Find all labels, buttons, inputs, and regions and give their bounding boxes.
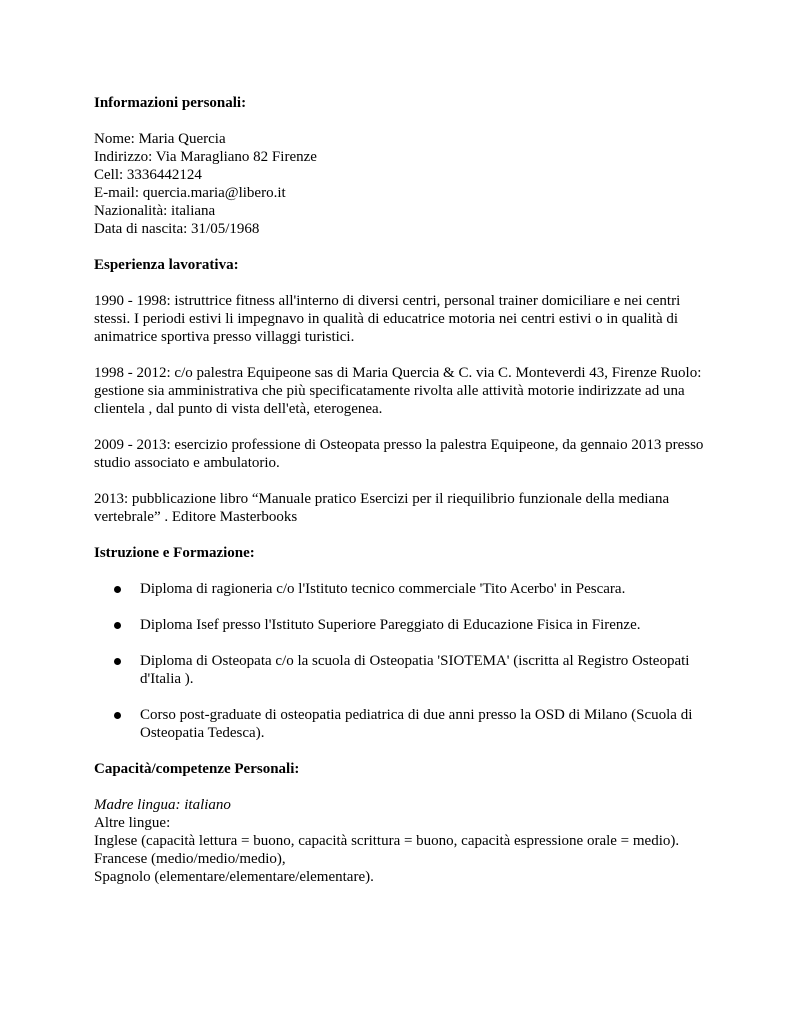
document-content — [94, 94, 704, 886]
skills-section — [94, 760, 704, 886]
education-list — [94, 580, 704, 742]
personal-address: Indirizzo: Via Maragliano 82 Firenze — [94, 149, 317, 165]
experience-entry: 2009 - 2013: esercizio professione di Osteopata presso la palestra Equipeone, da gennaio 2013 presso studio associato e ambulatorio. — [94, 437, 704, 471]
experience-entry: 1990 - 1998: istruttrice fitness all'interno di diversi centri, personal trainer domiciliare e nei centri stessi. I periodi estivi li impegnavo in qualità di educatrice motoria nei centri estivi o in qualità di animatrice sportiva presso villaggi turistici. — [94, 293, 681, 345]
experience-entry: 2013: pubblicazione libro “Manuale pratico Esercizi per il riequilibrio funzionale della mediana vertebrale” . Editore Masterbooks — [94, 491, 670, 525]
education-item — [94, 706, 704, 742]
other-languages-label: Altre lingue: — [94, 815, 171, 831]
experience-section — [94, 256, 704, 526]
education-item — [94, 652, 704, 688]
education-item-text: Diploma Isef presso l'Istituto Superiore Pareggiato di Educazione Fisica in Firenze. — [140, 617, 641, 633]
personal-birthdate: Data di nascita: 31/05/1968 — [94, 221, 260, 237]
education-section — [94, 544, 704, 742]
bullet-icon — [114, 712, 121, 719]
experience-heading: Esperienza lavorativa: — [94, 257, 239, 273]
personal-name: Nome: Maria Quercia — [94, 131, 226, 147]
education-item-text: Diploma di Osteopata c/o la scuola di Osteopatia 'SIOTEMA' (iscritta al Registro Osteopati d'Italia ). — [140, 653, 690, 687]
personal-email: E-mail: quercia.maria@libero.it — [94, 185, 286, 201]
language-french: Francese (medio/medio/medio), — [94, 851, 286, 867]
personal-nationality: Nazionalità: italiana — [94, 203, 216, 219]
education-heading: Istruzione e Formazione: — [94, 545, 255, 561]
education-item-text: Diploma di ragioneria c/o l'Istituto tecnico commerciale 'Tito Acerbo' in Pescara. — [140, 581, 626, 597]
mother-tongue: Madre lingua: italiano — [94, 797, 231, 813]
personal-info-heading: Informazioni personali: — [94, 95, 247, 111]
bullet-icon — [114, 586, 121, 593]
bullet-icon — [114, 658, 121, 665]
personal-info-section — [94, 94, 704, 238]
skills-heading: Capacità/competenze Personali: — [94, 761, 300, 777]
personal-phone: Cell: 3336442124 — [94, 167, 202, 183]
bullet-icon — [114, 622, 121, 629]
education-item — [94, 616, 704, 634]
education-item — [94, 580, 704, 598]
education-item-text: Corso post-graduate di osteopatia pediatrica di due anni presso la OSD di Milano (Scuola di Osteopatia Tedesca). — [140, 707, 693, 741]
language-english: Inglese (capacità lettura = buono, capacità scrittura = buono, capacità espressione orale = medio). — [94, 833, 680, 849]
experience-entry: 1998 - 2012: c/o palestra Equipeone sas di Maria Quercia & C. via C. Monteverdi 43, Firenze Ruolo: gestione sia amministrativa che più specificatamente rivolta alle attività motorie indirizzate ad una clientela , dal punto di vista dell'età, eterogenea. — [94, 365, 702, 417]
language-spanish: Spagnolo (elementare/elementare/elementare). — [94, 869, 374, 885]
